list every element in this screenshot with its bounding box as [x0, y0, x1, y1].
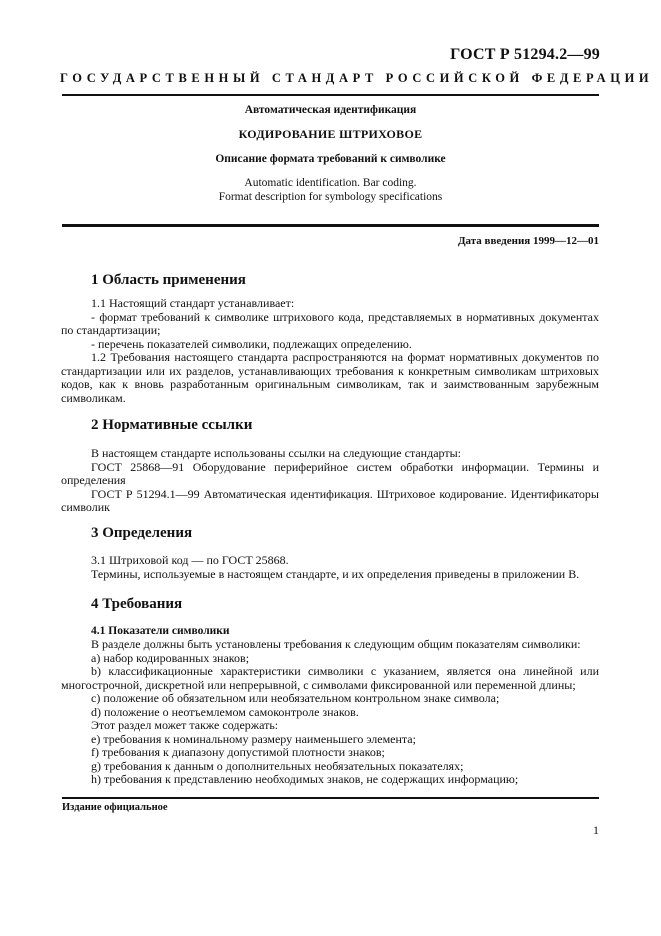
list-item: h) требования к представлению необходимых знаков, не содержащих информацию; — [91, 772, 519, 786]
section-4-body — [61, 638, 599, 787]
list-item: с) положение об обязательном или необязательном контрольном знаке символа; — [91, 691, 500, 705]
paragraph: 1.1 Настоящий стандарт устанавливает: — [91, 296, 295, 310]
footer-rule — [62, 797, 599, 799]
paragraph: ГОСТ 25868—91 Оборудование периферийное систем обработки информации. Термины и определения — [61, 459, 599, 487]
paragraph: 1.2 Требования настоящего стандарта распространяются на формат нормативных документов по стандартизации или их разделов, устанавливающих требования к конкретным символикам штриховых кодов, как к вновь разработанным оригинальным символикам, так и заимствованным зарубежным символикам. — [61, 350, 599, 405]
list-item: d) положение о неотъемлемом самоконтроле знаков. — [91, 704, 359, 719]
title-rule — [62, 224, 599, 227]
title-line-1: Автоматическая идентификация — [244, 104, 417, 116]
introduction-date: Дата введения 1999—12—01 — [457, 235, 599, 247]
english-title-line-1: Automatic identification. Bar coding. — [244, 177, 417, 189]
document-title: КОДИРОВАНИЕ ШТРИХОВОЕ — [238, 127, 423, 141]
page-number: 1 — [593, 823, 599, 837]
paragraph: 3.1 Штриховой код — по ГОСТ 25868. — [91, 553, 289, 567]
section-3-heading: 3 Определения — [91, 525, 193, 541]
list-item: f) требования к диапазону допустимой плотности знаков; — [91, 745, 385, 759]
list-item: е) требования к номинальному размеру наименьшего элемента; — [91, 731, 416, 746]
list-item: b) классификационные характеристики символики с указанием, является она линейной или многострочной, дискретной или непрерывной, с символами фиксированной или переменной длины; — [61, 664, 599, 692]
document-code: ГОСТ Р 51294.2—99 — [450, 46, 600, 63]
section-1-heading: 1 Область применения — [91, 272, 246, 288]
paragraph: - перечень показателей символики, подлежащих определению. — [91, 336, 412, 351]
paragraph: Термины, используемые в настоящем стандарте, и их определения приведены в приложении В. — [91, 566, 580, 581]
state-standard-banner: ГОСУДАРСТВЕННЫЙ СТАНДАРТ РОССИЙСКОЙ ФЕДЕРАЦИИ — [60, 71, 654, 85]
header-rule — [62, 94, 599, 96]
list-item: g) требования к данным о дополнительных необязательных показателях; — [91, 758, 464, 773]
section-1-body — [61, 297, 599, 405]
paragraph: В разделе должны быть установлены требования к следующим общим показателям символики: — [91, 637, 581, 651]
paragraph: ГОСТ Р 51294.1—99 Автоматическая идентификация. Штриховое кодирование. Идентификаторы символик — [61, 486, 599, 514]
subsection-4-1-heading: 4.1 Показатели символики — [91, 625, 230, 637]
paragraph: - формат требований к символике штрихового кода, представляемых в нормативных документах по стандартизации; — [61, 309, 599, 337]
section-2-body — [61, 447, 599, 515]
official-edition-label: Издание официальное — [62, 802, 168, 813]
section-3-body — [61, 554, 599, 581]
section-2-heading: 2 Нормативные ссылки — [91, 417, 253, 433]
paragraph: Этот раздел может также содержать: — [91, 718, 279, 732]
list-item: а) набор кодированных знаков; — [91, 650, 250, 665]
english-title — [62, 177, 599, 204]
document-subtitle: Описание формата требований к символике — [215, 153, 446, 165]
section-4-heading: 4 Требования — [91, 596, 183, 612]
paragraph: В настоящем стандарте использованы ссылки на следующие стандарты: — [91, 446, 462, 460]
english-title-line-2: Format description for symbology specifications — [218, 190, 443, 203]
